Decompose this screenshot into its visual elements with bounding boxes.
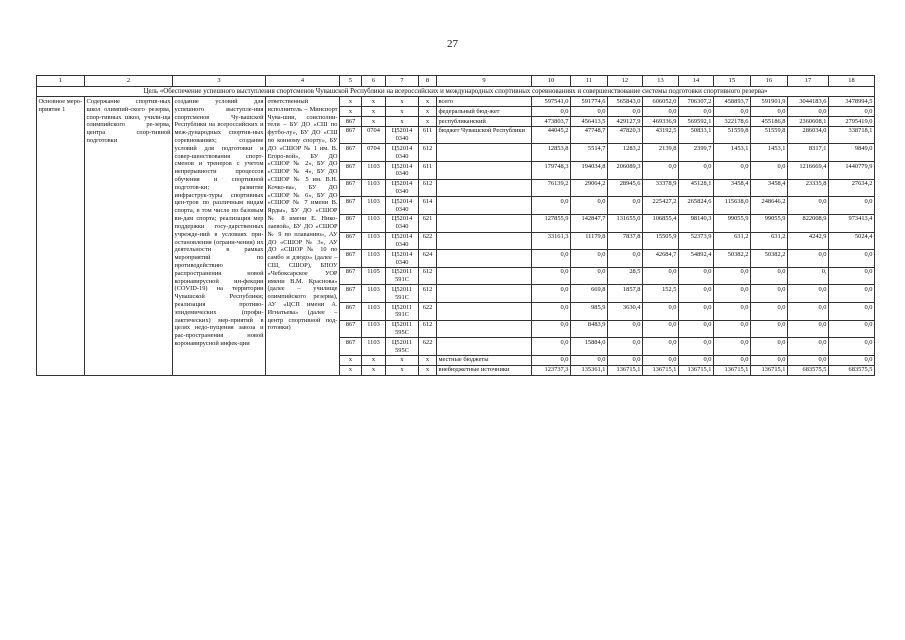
amount-cell: 0,0	[608, 320, 643, 338]
amount-cell: 458893,7	[714, 97, 751, 107]
amount-cell: 27634,2	[829, 179, 875, 197]
amount-cell: 248646,2	[751, 197, 788, 215]
amount-cell: 2399,7	[679, 144, 714, 162]
amount-cell: 3458,4	[714, 179, 751, 197]
amount-cell: 0,0	[679, 107, 714, 117]
amount-cell: 0,0	[608, 355, 643, 365]
target-article-code: Ц52014 0340	[386, 250, 419, 268]
grbs-code: 867	[340, 144, 362, 162]
grbs-code: x	[340, 97, 362, 107]
expense-type-code: x	[419, 365, 437, 375]
amount-cell: 0,0	[829, 267, 875, 285]
amount-cell: 51559,8	[751, 126, 788, 144]
amount-cell: 669,8	[571, 285, 608, 303]
amount-cell: 0,0	[714, 107, 751, 117]
column-number: 1	[37, 76, 85, 87]
amount-cell: 76139,2	[532, 179, 571, 197]
column-number: 7	[386, 76, 419, 87]
grbs-code: 867	[340, 250, 362, 268]
amount-cell: 50833,1	[679, 126, 714, 144]
grbs-code: 867	[340, 232, 362, 250]
amount-cell: 0,0	[679, 320, 714, 338]
amount-cell: 0,0	[829, 285, 875, 303]
amount-cell: 565843,0	[608, 97, 643, 107]
column-number: 6	[362, 76, 386, 87]
expense-type-code: 612	[419, 285, 437, 303]
section-code: x	[362, 355, 386, 365]
target-article-code: Ц52014 0340	[386, 179, 419, 197]
grbs-code: 867	[340, 179, 362, 197]
amount-cell: 179748,3	[532, 162, 571, 180]
amount-cell: 0,0	[532, 303, 571, 321]
amount-cell: 0,0	[532, 250, 571, 268]
amount-cell: 127855,9	[532, 214, 571, 232]
amount-cell: 8483,9	[571, 320, 608, 338]
amount-cell: 0,0	[571, 197, 608, 215]
target-article-code: x	[386, 97, 419, 107]
section-code: x	[362, 117, 386, 127]
amount-cell: 0,0	[643, 355, 679, 365]
expense-type-code: x	[419, 107, 437, 117]
column-number: 13	[643, 76, 679, 87]
amount-cell: 136715,1	[608, 365, 643, 375]
amount-cell: 50382,2	[714, 250, 751, 268]
amount-cell: 45128,1	[679, 179, 714, 197]
target-article-code: Ц52014 0340	[386, 214, 419, 232]
amount-cell: 456413,5	[571, 117, 608, 127]
activity-type: Основное меро-приятие 1	[37, 97, 85, 375]
expense-type-code: x	[419, 355, 437, 365]
amount-cell: 0,0	[643, 107, 679, 117]
amount-cell: 0,0	[643, 162, 679, 180]
funding-source	[437, 144, 532, 162]
funding-source: всего	[437, 97, 532, 107]
funding-source	[437, 197, 532, 215]
amount-cell: 0,0	[532, 338, 571, 356]
amount-cell: 0,0	[608, 197, 643, 215]
amount-cell: 0,0	[679, 162, 714, 180]
section-code: 1103	[362, 303, 386, 321]
amount-cell: 0,0	[679, 303, 714, 321]
amount-cell: 131655,0	[608, 214, 643, 232]
amount-cell: 322178,6	[714, 117, 751, 127]
amount-cell: 51559,8	[714, 126, 751, 144]
column-number: 11	[571, 76, 608, 87]
amount-cell: 569592,1	[679, 117, 714, 127]
column-number-row	[37, 76, 875, 87]
column-number: 4	[266, 76, 340, 87]
amount-cell: 0,0	[788, 197, 829, 215]
responsible-executors: ответственный исполнитель – Минспорт Чува-шии, соисполни-тели – БУ ДО «СШ по футбо-лу», БУ ДО «СШ по конному спорту», БУ ДО «СШОР № 1 им. В. Егоро-вой», БУ ДО «СШОР № 2», БУ ДО «СШОР № 4», БУ ДО «СШОР № 5 им. В.Н. Кочко-ва», БУ ДО «СШОР № 6», БУ ДО «СШОР № 7 имени В. Ярды», БУ ДО «СШОР № 8 имени Е. Нико-лаевой», БУ ДО «СШОР № 9 по плаванию», АУ ДО «СШОР № 3», АУ ДО «СШОР № 10 по самбо и дзюдо» (далее – СШ, СШОР), БПОУ «Чебоксарское УОР имени В.М. Краснова» (далее – училище олимпийского резерва), АУ «ЦСП имени А. Игнатьева» (далее – центр спортивной под-готовки)	[266, 97, 340, 375]
amount-cell: 23335,8	[788, 179, 829, 197]
amount-cell: 0,0	[608, 338, 643, 356]
amount-cell: 115638,0	[714, 197, 751, 215]
amount-cell: 33161,3	[532, 232, 571, 250]
section-code: 1103	[362, 179, 386, 197]
funding-source	[437, 232, 532, 250]
expense-type-code: 622	[419, 232, 437, 250]
amount-cell: 0,0	[714, 162, 751, 180]
column-number: 18	[829, 76, 875, 87]
amount-cell: 0,0	[829, 107, 875, 117]
amount-cell: 3478994,5	[829, 97, 875, 107]
section-code: x	[362, 97, 386, 107]
amount-cell: 3458,4	[751, 179, 788, 197]
amount-cell: 0,0	[571, 355, 608, 365]
funding-source: федеральный бюд-жет	[437, 107, 532, 117]
amount-cell: 123737,3	[532, 365, 571, 375]
expense-type-code: 622	[419, 338, 437, 356]
amount-cell: 136715,1	[714, 365, 751, 375]
section-code: x	[362, 107, 386, 117]
amount-cell: 429127,9	[608, 117, 643, 127]
section-code: 1103	[362, 197, 386, 215]
section-code: 0704	[362, 126, 386, 144]
amount-cell: 0,0	[788, 250, 829, 268]
amount-cell: 606052,0	[643, 97, 679, 107]
amount-cell: 985,9	[571, 303, 608, 321]
amount-cell: 7837,8	[608, 232, 643, 250]
target-article-code: Ц52014 0340	[386, 162, 419, 180]
grbs-code: x	[340, 365, 362, 375]
amount-cell: 0,0	[788, 285, 829, 303]
column-number: 3	[173, 76, 266, 87]
amount-cell: 0,0	[643, 338, 679, 356]
amount-cell: 455186,8	[751, 117, 788, 127]
grbs-code: 867	[340, 117, 362, 127]
target-article-code: Ц52014 0340	[386, 197, 419, 215]
amount-cell: 822008,9	[788, 214, 829, 232]
expense-type-code: x	[419, 97, 437, 107]
section-code: x	[362, 365, 386, 375]
amount-cell: 0,0	[679, 267, 714, 285]
amount-cell: 0,0	[714, 267, 751, 285]
column-number: 15	[714, 76, 751, 87]
amount-cell: 0,0	[829, 338, 875, 356]
expense-type-code: 612	[419, 179, 437, 197]
amount-cell: 1453,1	[751, 144, 788, 162]
amount-cell: 0,0	[714, 338, 751, 356]
amount-cell: 0,0	[714, 285, 751, 303]
amount-cell: 136715,1	[751, 365, 788, 375]
target-article-code: Ц52011 591С	[386, 303, 419, 321]
grbs-code: 867	[340, 214, 362, 232]
amount-cell: 54892,4	[679, 250, 714, 268]
amount-cell: 0,0	[788, 355, 829, 365]
activity-goals: создание условий для успешного выступле-ния спортсменов Чу-вашской Республики на всероссийских и меж-дународных спортив-ных соревнованиях; создание условий для подготовки и совер-шенствования спорт-сменов и тренеров с учетом непрерывности процессов обучения и спортивной подготов-ки; развитие инфраструк-туры спортивных цен-тров по различным видам спорта, в том числе по базовым ви-дам спорта; реализация мер поддержки госу-дарственных учрежде-ний в условиях при-остановления (ограни-чения) их деятельности в рамках мероприятий по противодействию распространения новой коронавирусной ин-фекции (COVID-19) на территории Чувашской Республики; реализация противо-эпидемических (профи-лактических) мер-приятий в целях недо-пущения завоза и рас-пространения новой коронавирусной инфек-ции	[173, 97, 266, 375]
section-code: 1103	[362, 214, 386, 232]
amount-cell: 12853,8	[532, 144, 571, 162]
amount-cell: 135361,1	[571, 365, 608, 375]
amount-cell: 1857,8	[608, 285, 643, 303]
amount-cell: 0,0	[751, 303, 788, 321]
target-article-code: Ц52011 595С	[386, 320, 419, 338]
amount-cell: 0,0	[788, 303, 829, 321]
funding-source: бюджет Чувашской Республики	[437, 126, 532, 144]
grbs-code: 867	[340, 320, 362, 338]
amount-cell: 52373,9	[679, 232, 714, 250]
amount-cell: 28945,6	[608, 179, 643, 197]
amount-cell: 29064,2	[571, 179, 608, 197]
section-code: 1103	[362, 320, 386, 338]
amount-cell: 0,0	[571, 250, 608, 268]
amount-cell: 194034,8	[571, 162, 608, 180]
amount-cell: 0,0	[751, 267, 788, 285]
amount-cell: 0,0	[608, 250, 643, 268]
funding-source	[437, 214, 532, 232]
amount-cell: 43192,5	[643, 126, 679, 144]
amount-cell: 0,0	[751, 162, 788, 180]
amount-cell: 106855,4	[643, 214, 679, 232]
funding-source: внебюджетные источники	[437, 365, 532, 375]
target-article-code: Ц52011 591С	[386, 285, 419, 303]
amount-cell: 0,0	[643, 303, 679, 321]
amount-cell: 1440779,9	[829, 162, 875, 180]
amount-cell: 0,0	[679, 338, 714, 356]
expense-type-code: 612	[419, 267, 437, 285]
section-code: 1103	[362, 338, 386, 356]
amount-cell: 0,0	[751, 320, 788, 338]
funding-source	[437, 179, 532, 197]
amount-cell: 0,0	[751, 338, 788, 356]
amount-cell: 0,0	[643, 320, 679, 338]
amount-cell: 0,0	[532, 285, 571, 303]
amount-cell: 47820,3	[608, 126, 643, 144]
amount-cell: 3044183,6	[788, 97, 829, 107]
amount-cell: 0,0	[714, 355, 751, 365]
amount-cell: 597541,0	[532, 97, 571, 107]
amount-cell: 4242,9	[788, 232, 829, 250]
amount-cell: 683575,5	[829, 365, 875, 375]
grbs-code: x	[340, 107, 362, 117]
activity-name: Содержание спортив-ных школ олимпий-ского резерва, спор-тивных школ, учили-ща олимпийского ре-зерва, центра спор-тивной подготовки	[85, 97, 173, 375]
section-code: 0704	[362, 144, 386, 162]
goal-row	[37, 87, 875, 97]
grbs-code: 867	[340, 162, 362, 180]
amount-cell: 0,0	[714, 303, 751, 321]
section-code: 1103	[362, 162, 386, 180]
grbs-code: 867	[340, 126, 362, 144]
target-article-code: x	[386, 107, 419, 117]
amount-cell: 0,0	[532, 197, 571, 215]
expense-type-code: x	[419, 117, 437, 127]
funding-source	[437, 320, 532, 338]
grbs-code: 867	[340, 303, 362, 321]
amount-cell: 0,0	[751, 355, 788, 365]
column-number: 10	[532, 76, 571, 87]
amount-cell: 286034,0	[788, 126, 829, 144]
target-article-code: Ц52011 591С	[386, 267, 419, 285]
column-number: 2	[85, 76, 173, 87]
column-number: 17	[788, 76, 829, 87]
amount-cell: 136715,1	[679, 365, 714, 375]
amount-cell: 142847,7	[571, 214, 608, 232]
amount-cell: 136715,1	[643, 365, 679, 375]
amount-cell: 2360608,1	[788, 117, 829, 127]
amount-cell: 631,2	[751, 232, 788, 250]
section-code: 1105	[362, 267, 386, 285]
amount-cell: 0,0	[532, 267, 571, 285]
amount-cell: 0,0	[788, 338, 829, 356]
funding-source	[437, 285, 532, 303]
amount-cell: 265824,6	[679, 197, 714, 215]
amount-cell: 152,5	[643, 285, 679, 303]
expense-type-code: 611	[419, 162, 437, 180]
grbs-code: 867	[340, 285, 362, 303]
amount-cell: 206089,3	[608, 162, 643, 180]
section-code: 1103	[362, 250, 386, 268]
amount-cell: 1216669,4	[788, 162, 829, 180]
expense-type-code: 612	[419, 144, 437, 162]
column-number: 12	[608, 76, 643, 87]
amount-cell: 591901,9	[751, 97, 788, 107]
target-article-code: x	[386, 355, 419, 365]
page-number: 27	[447, 38, 458, 50]
expense-type-code: 614	[419, 197, 437, 215]
amount-cell: 2139,8	[643, 144, 679, 162]
column-number: 8	[419, 76, 437, 87]
amount-cell: 8317,1	[788, 144, 829, 162]
amount-cell: 0,0	[571, 267, 608, 285]
amount-cell: 50382,2	[751, 250, 788, 268]
funding-source: местные бюджеты	[437, 355, 532, 365]
column-number: 5	[340, 76, 362, 87]
column-number: 14	[679, 76, 714, 87]
funding-source	[437, 250, 532, 268]
target-article-code: Ц52014 0340	[386, 126, 419, 144]
amount-cell: 0,0	[751, 285, 788, 303]
amount-cell: 973413,4	[829, 214, 875, 232]
grbs-code: 867	[340, 267, 362, 285]
funding-source	[437, 303, 532, 321]
amount-cell: 0,0	[679, 285, 714, 303]
amount-cell: 338718,1	[829, 126, 875, 144]
grbs-code: 867	[340, 338, 362, 356]
expense-type-code: 611	[419, 126, 437, 144]
amount-cell: 0,0	[829, 320, 875, 338]
amount-cell: 0,0	[714, 320, 751, 338]
expense-type-code: 624	[419, 250, 437, 268]
amount-cell: 0,0	[788, 107, 829, 117]
amount-cell: 9849,0	[829, 144, 875, 162]
amount-cell: 0,	[788, 267, 829, 285]
amount-cell: 0,0	[608, 107, 643, 117]
amount-cell: 0,0	[829, 355, 875, 365]
funding-source	[437, 267, 532, 285]
amount-cell: 3630,4	[608, 303, 643, 321]
target-article-code: Ц52011 595С	[386, 338, 419, 356]
amount-cell: 683575,5	[788, 365, 829, 375]
column-number: 9	[437, 76, 532, 87]
target-article-code: Ц52014 0340	[386, 232, 419, 250]
target-article-code: x	[386, 365, 419, 375]
amount-cell: 15884,0	[571, 338, 608, 356]
funding-source: республиканский	[437, 117, 532, 127]
amount-cell: 1283,2	[608, 144, 643, 162]
budget-table	[36, 75, 875, 375]
amount-cell: 28,5	[608, 267, 643, 285]
funding-source	[437, 338, 532, 356]
amount-cell: 0,0	[532, 320, 571, 338]
amount-cell: 0,0	[788, 320, 829, 338]
expense-type-code: 622	[419, 303, 437, 321]
amount-cell: 473803,7	[532, 117, 571, 127]
amount-cell: 0,0	[643, 267, 679, 285]
amount-cell: 15505,9	[643, 232, 679, 250]
amount-cell: 0,0	[829, 250, 875, 268]
amount-cell: 98140,3	[679, 214, 714, 232]
column-number: 16	[751, 76, 788, 87]
amount-cell: 33378,9	[643, 179, 679, 197]
amount-cell: 99055,9	[714, 214, 751, 232]
amount-cell: 99055,9	[751, 214, 788, 232]
grbs-code: 867	[340, 197, 362, 215]
grbs-code: x	[340, 355, 362, 365]
target-article-code: x	[386, 117, 419, 127]
amount-cell: 2795419,0	[829, 117, 875, 127]
section-code: 1103	[362, 232, 386, 250]
section-code: 1103	[362, 285, 386, 303]
amount-cell: 0,0	[751, 107, 788, 117]
amount-cell: 0,0	[829, 303, 875, 321]
amount-cell: 0,0	[829, 197, 875, 215]
amount-cell: 469336,9	[643, 117, 679, 127]
funding-source	[437, 162, 532, 180]
amount-cell: 0,0	[679, 355, 714, 365]
amount-cell: 0,0	[532, 107, 571, 117]
expense-type-code: 621	[419, 214, 437, 232]
amount-cell: 1453,1	[714, 144, 751, 162]
table-row	[37, 97, 875, 107]
amount-cell: 225427,2	[643, 197, 679, 215]
amount-cell: 591774,6	[571, 97, 608, 107]
amount-cell: 47748,7	[571, 126, 608, 144]
amount-cell: 706307,2	[679, 97, 714, 107]
target-article-code: Ц52014 0340	[386, 144, 419, 162]
amount-cell: 5024,4	[829, 232, 875, 250]
amount-cell: 42684,7	[643, 250, 679, 268]
amount-cell: 5514,7	[571, 144, 608, 162]
expense-type-code: 612	[419, 320, 437, 338]
amount-cell: 44045,2	[532, 126, 571, 144]
goal-text: Цель «Обеспечение успешного выступления спортсменов Чувашской Республики на всероссийских и международных спортивных соревнованиях и совершенствование системы подготовки спортивного резерва»	[37, 87, 875, 97]
amount-cell: 0,0	[571, 107, 608, 117]
amount-cell: 631,2	[714, 232, 751, 250]
amount-cell: 11179,8	[571, 232, 608, 250]
amount-cell: 0,0	[532, 355, 571, 365]
